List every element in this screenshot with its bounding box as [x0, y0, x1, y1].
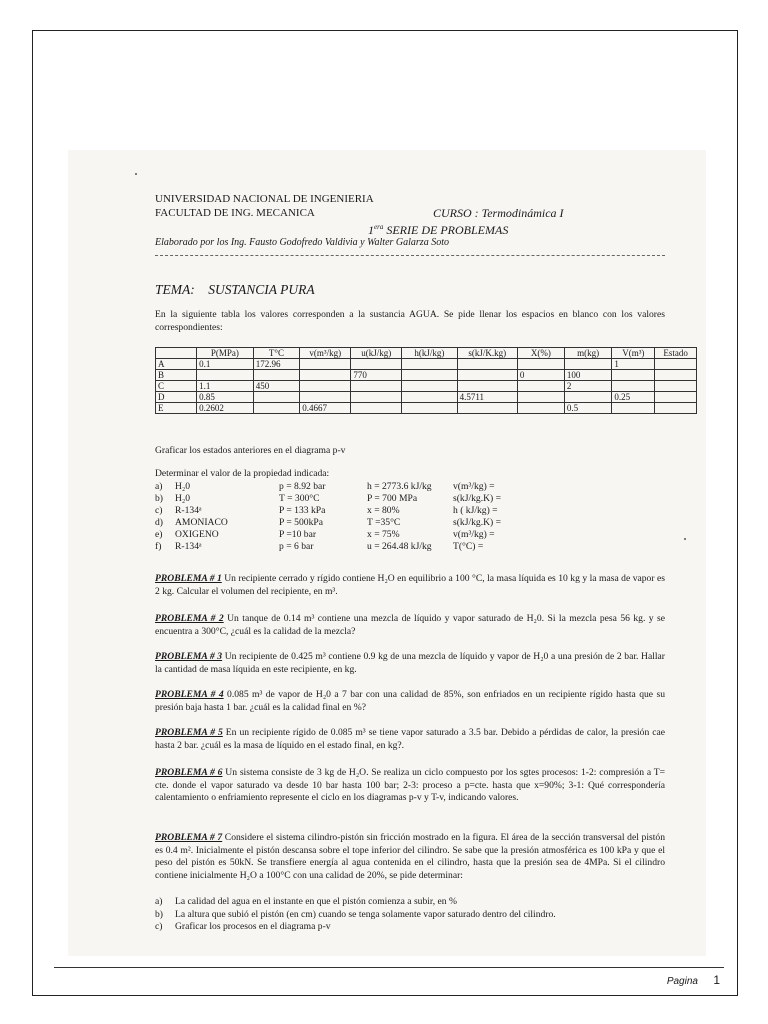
property-cell: P = 500kPa — [279, 517, 323, 528]
subitem — [155, 896, 665, 909]
table-cell — [517, 403, 564, 414]
property-cell: b) — [155, 493, 163, 504]
table-cell: 0.25 — [612, 392, 655, 403]
problem-text: Un recipiente de 0.425 m³ contiene 0.9 kg de una mezcla de líquido y vapor de H₂0 a una presión de 2 bar. Hallar la cantidad de masa líquida en este recipiente, en kg. — [155, 651, 665, 675]
property-list — [155, 481, 543, 553]
subitem-letter: c) — [155, 921, 163, 932]
table-cell: 0.85 — [197, 392, 254, 403]
table-cell: 172.96 — [253, 359, 300, 370]
problem-3 — [155, 651, 665, 676]
table-cell — [402, 392, 457, 403]
table-cell — [655, 370, 697, 381]
problem-text: Un recipiente cerrado y rígido contiene H₂O en equilibrio a 100 °C, la masa líquida es 10 kg y la masa de vapor es 2 kg. Calcular el volumen del recipiente, en m³. — [155, 573, 665, 597]
table-cell — [300, 370, 351, 381]
table-header-cell: s(kJ/K.kg) — [457, 348, 517, 359]
scan-speck — [135, 173, 137, 175]
table-cell: 2 — [564, 381, 611, 392]
table-cell: 0.1 — [197, 359, 254, 370]
table-cell — [612, 381, 655, 392]
table-row — [156, 403, 697, 414]
page-number: 1 — [713, 973, 720, 987]
table-cell — [612, 403, 655, 414]
table-header-cell: Estado — [655, 348, 697, 359]
tema-heading: TEMA: SUSTANCIA PURA — [155, 282, 315, 297]
table-header-cell: P(MPa) — [197, 348, 254, 359]
table-header-cell: T°C — [253, 348, 300, 359]
property-cell: x = 75% — [367, 529, 400, 540]
table-cell — [253, 370, 300, 381]
table-cell — [402, 359, 457, 370]
problem-text: Un sistema consiste de 3 kg de H₂O. Se realiza un ciclo compuesto por los sgtes procesos: 1-2: compresión a T= cte. donde el vapor saturado va desde 10 bar hasta 100 bar; 2-3: proceso a p=cte. hasta que x=90%; 3-1: Qué correspondería calentamiento o enfriamiento represente el ciclo en los diagramas p-v y T-v, indicando valores. — [155, 767, 665, 803]
property-cell: OXIGENO — [175, 529, 219, 540]
problem-label: PROBLEMA # 3 — [155, 651, 223, 662]
scan-speck — [684, 538, 686, 540]
series-title: $1^{era}$ SERIE DE PROBLEMAS — [368, 223, 509, 237]
property-cell: p = 8.92 bar — [279, 481, 326, 492]
table-cell — [351, 359, 402, 370]
table-cell — [517, 381, 564, 392]
table-cell — [402, 403, 457, 414]
water-properties-table — [155, 347, 697, 414]
table-cell — [457, 403, 517, 414]
problem-text: Un tanque de 0.14 m³ contiene una mezcla de líquido y vapor saturado de H₂0. Si la mezcla pesa 56 kg. y se encuentra a 300°C, ¿cuál es la calidad de la mezcla? — [155, 613, 665, 637]
table-cell — [517, 392, 564, 403]
table-header-cell: h(kJ/kg) — [402, 348, 457, 359]
page-footer — [667, 973, 720, 987]
table-cell — [612, 370, 655, 381]
property-cell: v(m³/kg) = — [453, 481, 495, 492]
authors-line: Elaborado por los Ing. Fausto Godofredo Valdivia y Walter Galarza Soto — [155, 237, 449, 248]
problem-7-subitems — [155, 896, 665, 934]
table-cell — [655, 403, 697, 414]
property-item — [155, 505, 543, 517]
table-cell — [517, 359, 564, 370]
header-divider — [155, 255, 665, 256]
table-cell — [351, 392, 402, 403]
property-cell: d) — [155, 517, 163, 528]
property-cell: s(kJ/kg.K) = — [453, 493, 502, 504]
property-cell: P = 133 kPa — [279, 505, 326, 516]
property-cell: T =35°C — [367, 517, 401, 528]
table-cell — [351, 403, 402, 414]
table-cell: 4.5711 — [457, 392, 517, 403]
problem-4 — [155, 689, 665, 714]
problem-6 — [155, 767, 665, 805]
property-item — [155, 529, 543, 541]
subitem-letter: b) — [155, 908, 163, 920]
footer-rule — [54, 967, 724, 968]
table-cell: 0.4667 — [300, 403, 351, 414]
property-cell: AMONIACO — [175, 517, 228, 528]
problem-label: PROBLEMA # 1 — [155, 573, 222, 584]
property-cell: H₂0 — [175, 481, 191, 492]
table-cell — [564, 359, 611, 370]
property-cell: u = 264.48 kJ/kg — [367, 541, 432, 552]
table-header-cell: X(%) — [517, 348, 564, 359]
property-cell: R-134ᵃ — [175, 505, 202, 516]
subitem — [155, 909, 665, 922]
property-cell: x = 80% — [367, 505, 400, 516]
intro-paragraph: En la siguiente tabla los valores corresponden a la sustancia AGUA. Se pide llenar los espacios en blanco con los valores correspondientes: — [155, 309, 665, 333]
problem-label: PROBLEMA # 2 — [155, 613, 224, 624]
property-item — [155, 517, 543, 529]
table-cell — [457, 370, 517, 381]
table-header-cell: V(m³) — [612, 348, 655, 359]
table-cell — [300, 392, 351, 403]
table-cell — [655, 392, 697, 403]
table-cell: 450 — [253, 381, 300, 392]
table-cell: A — [156, 359, 197, 370]
table-cell — [564, 392, 611, 403]
table-cell: 770 — [351, 370, 402, 381]
table-row — [156, 392, 697, 403]
table-cell: 0 — [517, 370, 564, 381]
table-cell — [351, 381, 402, 392]
table-row — [156, 370, 697, 381]
table-cell — [300, 359, 351, 370]
problem-1 — [155, 573, 665, 598]
table-cell: 0.2602 — [197, 403, 254, 414]
table-cell — [655, 381, 697, 392]
property-cell: T = 300°C — [279, 493, 320, 504]
problem-7 — [155, 832, 665, 882]
graficar-instruction: Graficar los estados anteriores en el diagrama p-v — [155, 445, 346, 456]
table-cell: D — [156, 392, 197, 403]
problem-label: PROBLEMA # 5 — [155, 727, 223, 738]
table-cell — [402, 370, 457, 381]
table-cell: 0.5 — [564, 403, 611, 414]
table-header-cell: m(kg) — [564, 348, 611, 359]
table-cell — [457, 381, 517, 392]
table-header-cell: u(kJ/kg) — [351, 348, 402, 359]
property-cell: T(°C) = — [453, 541, 484, 552]
page-label: Pagina — [666, 976, 698, 987]
property-cell: h ( kJ/kg) = — [453, 505, 498, 516]
table-cell — [253, 392, 300, 403]
table-row — [156, 381, 697, 392]
problem-5 — [155, 727, 665, 752]
property-item — [155, 481, 543, 493]
property-cell: H₂0 — [175, 493, 191, 504]
problem-label: PROBLEMA # 4 — [155, 689, 224, 700]
property-cell: a) — [155, 481, 163, 492]
university-name: UNIVERSIDAD NACIONAL DE INGENIERIA — [155, 193, 374, 205]
subitem-text: La altura que subió el pistón (en cm) cuando se tenga solamente vapor saturado dentro del cilindro. — [175, 908, 556, 920]
property-cell: f) — [155, 541, 162, 552]
table-cell: E — [156, 403, 197, 414]
table-cell: 1 — [612, 359, 655, 370]
table-cell — [253, 403, 300, 414]
problem-2 — [155, 613, 665, 638]
subitem-text: La calidad del agua en el instante en que el pistón comienza a subir, en % — [175, 896, 457, 907]
problem-label: PROBLEMA # 6 — [155, 767, 223, 778]
table-header-cell — [156, 348, 197, 359]
property-cell: h = 2773.6 kJ/kg — [367, 481, 432, 492]
course-title: CURSO : Termodinámica I — [433, 206, 564, 220]
table-cell — [655, 359, 697, 370]
problem-text: Considere el sistema cilindro-pistón sin fricción mostrado en la figura. El área de la sección transversal del pistón es 0.4 m². Inicialmente el pistón descansa sobre el tope inferior del cilindro. Se sabe que la presión atmosférica es 100 kPa y que el peso del pistón es 50kN. Se transfiere energía al agua contenida en el cilindro, hasta que la presión sea de 4MPa. Si el cilindro contiene inicialmente H₂O a 100°C con una calidad de 20%, se pide determinar: — [155, 832, 666, 881]
subitem-text: Graficar los procesos en el diagrama p-v — [175, 921, 331, 932]
table-cell: 100 — [564, 370, 611, 381]
table-cell: 1.1 — [197, 381, 254, 392]
table-cell: B — [156, 370, 197, 381]
table-cell: C — [156, 381, 197, 392]
property-cell: P =10 bar — [279, 529, 317, 540]
table-cell — [457, 359, 517, 370]
subitem-letter: a) — [155, 896, 163, 907]
property-item — [155, 493, 543, 505]
table-cell — [402, 381, 457, 392]
problem-text: En un recipiente rígido de 0.085 m³ se tiene vapor saturado a 3.5 bar. Debido a pérdidas de calor, la presión cae hasta 2 bar. ¿cuál es la masa de líquido en el estado final, en kg?. — [155, 727, 665, 751]
table-cell — [197, 370, 254, 381]
property-item — [155, 541, 543, 553]
property-cell: R-134ᵃ — [175, 541, 202, 552]
property-cell: s(kJ/kg.K) = — [453, 517, 502, 528]
subitem — [155, 921, 665, 934]
property-cell: c) — [155, 505, 163, 516]
faculty-name: FACULTAD DE ING. MECANICA — [155, 207, 315, 219]
table-row — [156, 359, 697, 370]
determinar-instruction: Determinar el valor de la propiedad indicada: — [155, 468, 330, 479]
property-cell: P = 700 MPa — [367, 493, 418, 504]
table-cell — [300, 381, 351, 392]
problem-text: 0.085 m³ de vapor de H₂0 a 7 bar con una calidad de 85%, son enfriados en un recipiente rígido hasta que su presión baja hasta 1 bar. ¿cuál es la calidad final en %? — [155, 689, 665, 713]
table-header-cell: v(m³/kg) — [300, 348, 351, 359]
problem-label: PROBLEMA # 7 — [155, 832, 223, 843]
property-cell: e) — [155, 529, 163, 540]
property-cell: v(m³/kg) = — [453, 529, 495, 540]
property-cell: p = 6 bar — [279, 541, 314, 552]
